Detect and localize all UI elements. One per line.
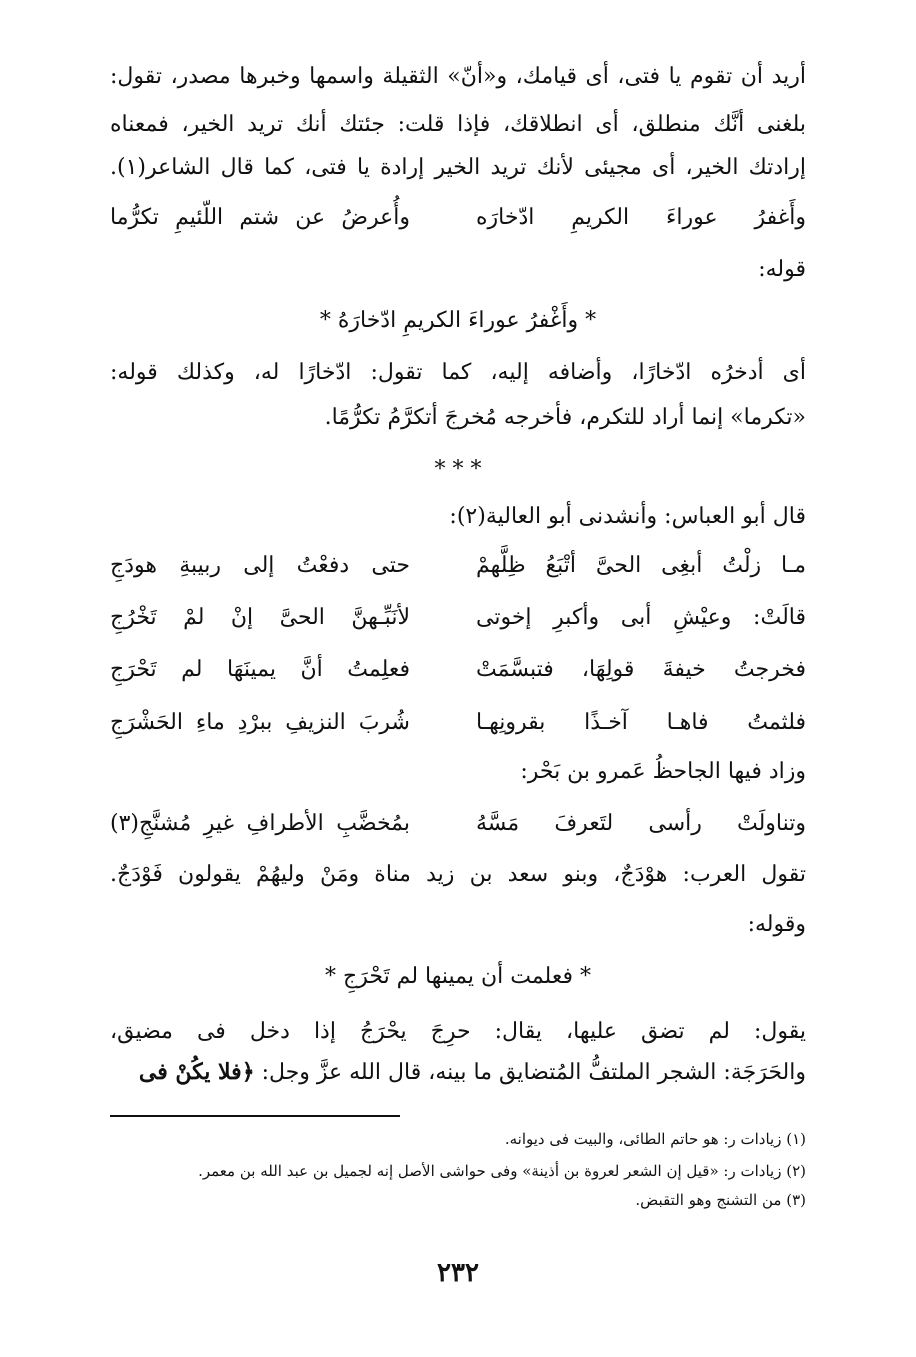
poem-line [110,652,806,688]
footnote: (٢) زيادات ر: «قيل إن الشعر لعروة بن أذينة» وفى حواشى الأصل إنه لجميل بن عبد الله بن معمر. [198,1162,806,1180]
quoted-verse: * فعلمت أن يمينها لم تَحْرَجِ * [325,964,591,989]
paragraph-line: يقول: لم تضق عليها، يقال: حرِجَ يحْرَجُ إذا دخل فى مضيق، [110,1019,806,1044]
verse-second-hemistich: وأُعرضُ عن شتم اللّئيمِ تكرُّما [110,205,410,230]
poem-second-hemistich: لأنَبِّـهنَّ الحىَّ إنْ لمْ تَخْرُجِ [110,605,410,630]
poem-intro: قال أبو العباس: وأنشدنى أبو العالية(٢): [449,504,806,529]
paragraph-line: أريد أن تقوم يا فتى، أى قيامك، و«أنّ» الثقيلة واسمها وخبرها مصدر، تقول: [110,64,806,89]
paragraph-line: إرادتك الخير، أى مجيئى لأنك تريد الخير إرادة يا فتى، كما قال الشاعر(١). [110,155,806,180]
poem-second-hemistich: حتى دفعْتُ إلى ربيبةِ هودَجِ [110,553,410,578]
paragraph-line: تقول العرب: هوْدَجٌ، وبنو سعد بن زيد مناة ومَنْ وليهُمْ يقولون فَوْدَجٌ. [110,862,806,887]
poem-line [110,600,806,636]
poem-first-hemistich: فخرجتُ خيفةَ قولِهَا، فتبسَّمَتْ [476,657,806,682]
poem-second-hemistich: شُربَ النزيفِ ببرْدِ ماءِ الحَشْرَجِ [110,710,410,735]
footnote-divider [110,1115,400,1117]
poem-first-hemistich: قالَتْ: وعيْشِ أبى وأكبرِ إخوتى [476,605,806,630]
footnote: (٣) من التشنج وهو التقبض. [635,1191,806,1209]
quran-quote: ﴿فلا يكُنْ فى [138,1059,255,1085]
poem-first-hemistich: فلثمتُ فاهـا آخـذًا بقرونِهـا [476,710,806,735]
paragraph-line: «تكرما» إنما أراد للتكرم، فأخرجه مُخرجَ أتكرَّمُ تكرُّمًا. [324,405,806,430]
quoted-verse: * وأَغْفرُ عوراءَ الكريمِ ادّخارَهُ * [319,308,597,333]
verse-first-hemistich: وتناولَتْ رأسى لتَعرفَ مَسَّهُ [476,811,806,836]
label-line: وقوله: [747,912,806,937]
section-separator: * * * [434,457,482,482]
paragraph-line [110,1057,806,1088]
label-line: قوله: [758,257,806,282]
poem-first-hemistich: مـا زلْتُ أبغِى الحىَّ أتْبَعُ ظِلَّهمْ [476,553,806,578]
paragraph-line: وزاد فيها الجاحظُ عَمرو بن بَحْر: [520,759,806,784]
verse-second-hemistich: بمُخضَّبِ الأطرافِ غيرِ مُشنَّجِ(٣) [110,811,410,836]
verse-line [110,200,806,236]
poem-line [110,548,806,584]
footnote: (١) زيادات ر: هو حاتم الطائى، والبيت فى ديوانه. [504,1130,806,1148]
paragraph-text: والحَرَجَة: الشجر الملتفُّ المُتضايق ما بينه، قال الله عزَّ وجل: [254,1060,806,1085]
paragraph-line: بلغنى أنَّك منطلق، أى انطلاقك، فإذا قلت: جئتك أنك تريد الخير، فمعناه [110,112,806,137]
paragraph-line: أى أدخرُه ادّخارًا، وأضافه إليه، كما تقول: ادّخارًا له، وكذلك قوله: [110,360,806,385]
poem-line [110,705,806,741]
poem-second-hemistich: فعلِمتُ أنَّ يمينَهَا لم تَحْرَجِ [110,657,410,682]
verse-line [110,806,806,842]
page-number: ٢٣٢ [437,1258,479,1288]
verse-first-hemistich: وأَغفرُ عوراءَ الكريمِ ادّخارَه [476,205,806,230]
